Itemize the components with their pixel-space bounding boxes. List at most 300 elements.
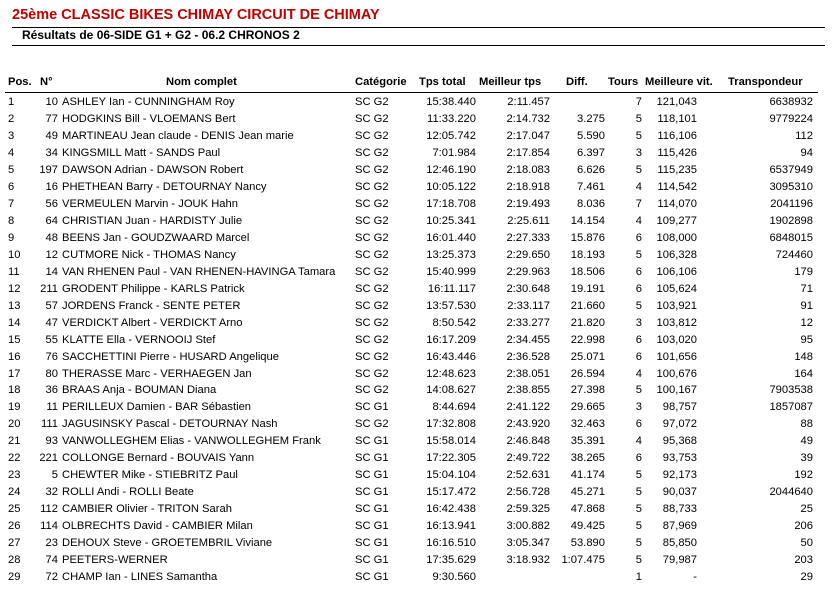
results-table (0, 94, 832, 586)
row-best-time: 2:43.920 (506, 418, 550, 431)
row-category: SC G2 (355, 180, 389, 193)
row-category: SC G2 (355, 316, 389, 329)
row-transponder: 3095310 (769, 180, 813, 193)
row-transponder: 12 (800, 316, 813, 329)
table-row (0, 501, 832, 518)
row-laps: 4 (635, 180, 642, 193)
table-row (0, 162, 832, 179)
row-transponder: 6638932 (769, 96, 813, 108)
row-diff: 18.506 (570, 265, 605, 278)
row-laps: 3 (635, 401, 642, 414)
row-name: CHRISTIAN Juan - HARDISTY Julie (62, 214, 243, 227)
row-best-speed: 97,072 (662, 418, 697, 431)
row-category: SC G2 (355, 418, 389, 431)
row-total-time: 10:05.122 (426, 180, 476, 193)
row-total-time: 16:11.117 (427, 282, 476, 295)
row-total-time: 17:22.305 (426, 452, 476, 465)
header-laps: Tours (608, 76, 639, 88)
row-total-time: 12:05.742 (426, 129, 476, 142)
header-num: N° (40, 76, 53, 88)
row-laps: 5 (635, 469, 642, 482)
row-transponder: 6537949 (769, 163, 813, 176)
row-name: ASHLEY Ian - CUNNINGHAM Roy (62, 96, 235, 108)
row-laps: 4 (635, 435, 642, 448)
row-best-time: 2:38.855 (506, 384, 550, 397)
row-pos: 11 (8, 265, 20, 278)
header-pos: Pos. (8, 76, 32, 88)
row-total-time: 7:01.984 (432, 146, 476, 159)
row-best-speed: 121,043 (656, 96, 697, 108)
row-best-time: 2:41.122 (506, 401, 550, 414)
row-diff: 14.154 (570, 214, 605, 227)
row-best-speed: 79,987 (662, 554, 697, 567)
row-transponder: 164 (794, 367, 813, 380)
row-number: 5 (51, 469, 58, 482)
table-row (0, 94, 832, 111)
row-diff: 45.271 (570, 486, 605, 499)
row-transponder: 71 (800, 282, 813, 295)
table-row (0, 535, 832, 552)
row-category: SC G2 (355, 214, 389, 227)
table-row (0, 467, 832, 484)
row-diff: 5.590 (577, 129, 605, 142)
row-laps: 6 (635, 350, 642, 363)
row-transponder: 25 (800, 503, 813, 516)
table-row (0, 213, 832, 230)
row-category: SC G1 (355, 401, 389, 414)
row-name: SACCHETTINI Pierre - HUSARD Angelique (62, 350, 279, 363)
row-diff: 21.820 (570, 316, 605, 329)
row-total-time: 17:32.808 (426, 418, 476, 431)
table-row (0, 247, 832, 264)
row-best-time: 3:18.932 (506, 554, 550, 567)
row-number: 211 (40, 282, 58, 295)
row-total-time: 12:46.190 (426, 163, 476, 176)
row-number: 48 (45, 231, 58, 244)
row-best-speed: 85,850 (662, 537, 697, 550)
row-category: SC G2 (355, 248, 389, 261)
row-pos: 23 (8, 469, 21, 482)
row-pos: 18 (8, 384, 21, 397)
row-best-time: 2:29.650 (506, 248, 550, 261)
row-name: CAMBIER Olivier - TRITON Sarah (62, 503, 232, 516)
row-best-speed: 101,656 (656, 350, 697, 363)
table-row (0, 179, 832, 196)
row-name: CHEWTER Mike - STIEBRITZ Paul (62, 469, 238, 482)
row-pos: 3 (8, 129, 15, 142)
row-diff: 53.890 (570, 537, 605, 550)
row-best-speed: 87,969 (662, 520, 697, 533)
row-name: BEENS Jan - GOUDZWAARD Marcel (62, 231, 250, 244)
row-pos: 28 (8, 554, 21, 567)
row-diff: 27.398 (570, 384, 605, 397)
row-number: 72 (45, 571, 58, 584)
row-name: PERILLEUX Damien - BAR Sébastien (62, 401, 252, 414)
row-name: CHAMP Ian - LINES Samantha (62, 571, 218, 584)
row-best-speed: - (693, 571, 697, 584)
row-total-time: 8:44.694 (432, 401, 476, 414)
row-best-time: 2:29.963 (506, 265, 550, 278)
row-number: 34 (45, 146, 58, 159)
table-row (0, 399, 832, 416)
row-total-time: 14:08.627 (426, 384, 476, 397)
row-best-time: 2:14.732 (506, 112, 550, 125)
row-laps: 5 (635, 248, 642, 261)
row-best-time: 2:19.493 (506, 197, 550, 210)
row-best-speed: 108,000 (656, 231, 697, 244)
row-total-time: 17:18.708 (426, 197, 476, 210)
row-category: SC G1 (355, 520, 389, 533)
table-row (0, 145, 832, 162)
row-best-speed: 92,173 (662, 469, 697, 482)
row-pos: 4 (8, 146, 15, 159)
row-transponder: 112 (795, 129, 813, 142)
row-diff: 8.036 (577, 197, 605, 210)
row-transponder: 148 (794, 350, 813, 363)
row-best-speed: 98,757 (662, 401, 697, 414)
table-row (0, 382, 832, 399)
row-number: 14 (45, 265, 58, 278)
row-laps: 5 (635, 554, 642, 567)
row-pos: 15 (8, 333, 21, 346)
row-laps: 6 (635, 333, 642, 346)
table-row (0, 332, 832, 349)
row-transponder: 95 (800, 333, 813, 346)
row-best-speed: 109,277 (656, 214, 697, 227)
row-pos: 2 (8, 112, 15, 125)
row-pos: 21 (8, 435, 21, 448)
row-best-speed: 118,101 (657, 112, 697, 125)
row-best-time: 2:27.333 (506, 231, 550, 244)
row-diff: 6.397 (577, 146, 605, 159)
row-pos: 12 (8, 282, 21, 295)
row-number: 10 (45, 96, 58, 108)
row-category: SC G1 (355, 435, 389, 448)
row-category: SC G1 (355, 571, 389, 584)
row-name: VERMEULEN Marvin - JOUK Hahn (62, 197, 238, 210)
row-total-time: 12:48.623 (426, 367, 476, 380)
row-diff: 6.626 (577, 163, 605, 176)
row-total-time: 13:25.373 (426, 248, 476, 261)
row-diff: 1:07.475 (561, 554, 605, 567)
row-diff: 32.463 (570, 418, 605, 431)
row-pos: 17 (8, 367, 21, 380)
row-transponder: 91 (800, 299, 813, 312)
row-diff: 49.425 (570, 520, 605, 533)
row-pos: 9 (8, 231, 15, 244)
row-name: COLLONGE Bernard - BOUVAIS Yann (62, 452, 255, 465)
row-best-time: 2:11.457 (507, 96, 550, 108)
row-name: VAN RHENEN Paul - VAN RHENEN-HAVINGA Tamara (62, 265, 336, 278)
table-row (0, 230, 832, 247)
row-best-time: 2:25.611 (507, 214, 550, 227)
header-divider (5, 92, 818, 93)
row-best-time: 2:17.047 (506, 129, 550, 142)
row-laps: 7 (635, 197, 642, 210)
row-best-speed: 100,676 (656, 367, 697, 380)
row-best-time: 2:30.648 (506, 282, 550, 295)
row-number: 12 (45, 248, 58, 261)
row-number: 23 (45, 537, 58, 550)
row-name: MARTINEAU Jean claude - DENIS Jean marie (62, 129, 294, 142)
row-best-speed: 100,167 (656, 384, 697, 397)
row-best-time: 2:59.325 (506, 503, 550, 516)
subtitle-divider (12, 45, 825, 46)
row-laps: 3 (635, 316, 642, 329)
row-best-time: 2:56.728 (506, 486, 550, 499)
row-laps: 4 (635, 367, 642, 380)
table-row (0, 315, 832, 332)
row-number: 55 (45, 333, 58, 346)
row-diff: 26.594 (570, 367, 605, 380)
row-diff: 41.174 (570, 469, 605, 482)
row-best-speed: 103,812 (656, 316, 697, 329)
row-best-time: 2:33.277 (506, 316, 550, 329)
row-transponder: 88 (800, 418, 813, 431)
row-total-time: 15:38.440 (426, 96, 476, 108)
row-name: THERASSE Marc - VERHAEGEN Jan (62, 367, 252, 380)
row-pos: 19 (8, 401, 21, 414)
row-transponder: 9779224 (769, 112, 813, 125)
row-number: 74 (45, 554, 58, 567)
row-total-time: 11:33.220 (427, 112, 476, 125)
row-best-speed: 103,921 (656, 299, 697, 312)
row-best-time: 2:17.854 (506, 146, 550, 159)
row-transponder: 39 (800, 452, 813, 465)
row-name: OLBRECHTS David - CAMBIER Milan (62, 520, 253, 533)
row-name: ROLLI Andi - ROLLI Beate (62, 486, 194, 499)
row-transponder: 1857087 (769, 401, 813, 414)
row-name: VERDICKT Albert - VERDICKT Arno (62, 316, 243, 329)
table-row (0, 128, 832, 145)
row-laps: 7 (635, 96, 642, 108)
row-total-time: 10:25.341 (426, 214, 476, 227)
row-total-time: 16:13.941 (426, 520, 476, 533)
table-row (0, 518, 832, 535)
header-category: Catégorie (355, 76, 407, 88)
row-number: 112 (40, 503, 58, 516)
row-transponder: 50 (800, 537, 813, 550)
row-best-time: 2:52.631 (506, 469, 550, 482)
row-total-time: 13:57.530 (426, 299, 476, 312)
row-diff: 29.665 (570, 401, 605, 414)
row-transponder: 724460 (775, 248, 813, 261)
row-diff: 35.391 (570, 435, 605, 448)
row-best-time: 2:46.848 (506, 435, 550, 448)
row-diff: 19.191 (570, 282, 605, 295)
row-laps: 1 (635, 571, 642, 584)
row-laps: 5 (635, 112, 642, 125)
row-diff: 15.876 (570, 231, 605, 244)
row-best-speed: 115,426 (657, 146, 697, 159)
row-laps: 5 (635, 503, 642, 516)
row-best-speed: 88,733 (662, 503, 697, 516)
row-laps: 4 (635, 214, 642, 227)
row-category: SC G1 (355, 486, 389, 499)
row-diff: 7.461 (577, 180, 605, 193)
row-number: 64 (45, 214, 58, 227)
row-pos: 5 (8, 163, 15, 176)
row-laps: 5 (635, 163, 642, 176)
row-pos: 24 (8, 486, 21, 499)
row-diff: 25.071 (570, 350, 605, 363)
row-category: SC G2 (355, 197, 389, 210)
row-diff: 47.868 (570, 503, 605, 516)
row-number: 32 (45, 486, 58, 499)
row-total-time: 16:42.438 (426, 503, 476, 516)
row-number: 111 (40, 418, 58, 431)
row-total-time: 16:01.440 (426, 231, 476, 244)
table-row (0, 349, 832, 366)
table-row (0, 416, 832, 433)
row-best-speed: 114,070 (657, 197, 697, 210)
row-number: 197 (39, 163, 58, 176)
row-name: KINGSMILL Matt - SANDS Paul (62, 146, 221, 159)
row-laps: 3 (635, 146, 642, 159)
row-transponder: 2041196 (770, 197, 813, 210)
row-total-time: 15:04.104 (426, 469, 476, 482)
row-laps: 5 (635, 129, 642, 142)
row-total-time: 17:35.629 (426, 554, 476, 567)
row-laps: 5 (635, 384, 642, 397)
row-best-time: 3:00.882 (506, 520, 550, 533)
row-pos: 25 (8, 503, 21, 516)
row-laps: 5 (635, 486, 642, 499)
row-pos: 14 (8, 316, 21, 329)
row-total-time: 16:43.446 (426, 350, 476, 363)
row-category: SC G1 (355, 554, 389, 567)
row-laps: 6 (635, 231, 642, 244)
row-transponder: 1902898 (769, 214, 813, 227)
row-name: KLATTE Ella - VERNOOIJ Stef (62, 333, 216, 346)
row-transponder: 203 (794, 554, 813, 567)
row-pos: 13 (8, 299, 21, 312)
row-best-speed: 90,037 (662, 486, 697, 499)
row-laps: 6 (635, 452, 642, 465)
row-name: JAGUSINSKY Pascal - DETOURNAY Nash (62, 418, 278, 431)
header-best-time: Meilleur tps (479, 76, 542, 88)
row-category: SC G1 (355, 537, 389, 550)
row-number: 80 (45, 367, 58, 380)
row-best-time: 2:38.051 (506, 367, 550, 380)
table-row (0, 552, 832, 569)
row-category: SC G2 (355, 384, 389, 397)
row-best-speed: 106,328 (656, 248, 697, 261)
row-total-time: 8:50.542 (432, 316, 476, 329)
table-row (0, 450, 832, 467)
row-category: SC G2 (355, 129, 389, 142)
row-transponder: 7903538 (769, 384, 813, 397)
row-best-time: 2:34.455 (506, 333, 550, 346)
row-total-time: 16:17.209 (426, 333, 476, 346)
row-laps: 6 (635, 282, 642, 295)
table-row (0, 298, 832, 315)
table-row (0, 264, 832, 281)
row-transponder: 192 (794, 469, 813, 482)
row-name: JORDENS Franck - SENTE PETER (62, 299, 241, 312)
row-category: SC G2 (355, 333, 389, 346)
row-total-time: 9:30.560 (432, 571, 476, 584)
row-name: GRODENT Philippe - KARLS Patrick (62, 282, 245, 295)
row-best-time: 3:05.347 (506, 537, 550, 550)
row-best-time: 2:36.528 (506, 350, 550, 363)
row-number: 56 (45, 197, 58, 210)
row-best-speed: 103,020 (656, 333, 697, 346)
header-name: Nom complet (166, 76, 237, 88)
row-best-speed: 95,368 (662, 435, 697, 448)
row-laps: 5 (635, 537, 642, 550)
row-name: DEHOUX Steve - GROETEMBRIL Viviane (62, 537, 273, 550)
row-number: 76 (45, 350, 58, 363)
row-category: SC G2 (355, 350, 389, 363)
row-best-speed: 105,624 (656, 282, 697, 295)
row-pos: 16 (8, 350, 21, 363)
row-number: 77 (45, 112, 58, 125)
row-number: 49 (45, 129, 58, 142)
row-best-speed: 116,106 (657, 129, 697, 142)
row-transponder: 49 (800, 435, 813, 448)
page-title: 25ème CLASSIC BIKES CHIMAY CIRCUIT DE CHIMAY (12, 7, 380, 23)
table-row (0, 196, 832, 213)
row-laps: 6 (635, 418, 642, 431)
row-diff: 21.660 (570, 299, 605, 312)
row-name: HODGKINS Bill - VLOEMANS Bert (62, 112, 236, 125)
header-total-time: Tps total (419, 76, 466, 88)
table-row (0, 111, 832, 128)
row-diff: 38.265 (570, 452, 605, 465)
row-laps: 6 (635, 265, 642, 278)
row-category: SC G2 (355, 265, 389, 278)
row-category: SC G2 (355, 163, 389, 176)
row-diff: 3.275 (577, 112, 605, 125)
row-transponder: 2044640 (769, 486, 813, 499)
row-total-time: 15:17.472 (426, 486, 476, 499)
row-name: BRAAS Anja - BOUMAN Diana (62, 384, 217, 397)
row-pos: 6 (8, 180, 15, 193)
table-row (0, 281, 832, 298)
row-laps: 5 (635, 299, 642, 312)
row-best-time: 2:33.117 (507, 299, 550, 312)
row-number: 36 (45, 384, 58, 397)
row-name: PHETHEAN Barry - DETOURNAY Nancy (62, 180, 267, 193)
row-category: SC G2 (355, 96, 389, 108)
row-category: SC G2 (355, 367, 389, 380)
row-total-time: 15:40.999 (426, 265, 476, 278)
header-transponder: Transpondeur (728, 76, 803, 88)
row-pos: 20 (8, 418, 21, 431)
row-category: SC G1 (355, 503, 389, 516)
row-number: 114 (40, 520, 58, 533)
row-number: 16 (45, 180, 58, 193)
row-laps: 5 (635, 520, 642, 533)
row-diff: 18.193 (570, 248, 605, 261)
row-pos: 8 (8, 214, 15, 227)
row-name: DAWSON Adrian - DAWSON Robert (62, 163, 244, 176)
row-best-speed: 114,542 (657, 180, 697, 193)
row-best-speed: 93,753 (662, 452, 697, 465)
row-transponder: 6848015 (769, 231, 813, 244)
row-name: PEETERS-WERNER (62, 554, 168, 567)
row-pos: 10 (8, 248, 21, 261)
row-category: SC G1 (355, 469, 389, 482)
table-row (0, 569, 832, 586)
row-number: 221 (39, 452, 58, 465)
row-best-time: 2:18.083 (506, 163, 550, 176)
row-name: CUTMORE Nick - THOMAS Nancy (62, 248, 236, 261)
row-transponder: 206 (794, 520, 813, 533)
row-category: SC G2 (355, 282, 389, 295)
row-name: VANWOLLEGHEM Elias - VANWOLLEGHEM Frank (62, 435, 321, 448)
